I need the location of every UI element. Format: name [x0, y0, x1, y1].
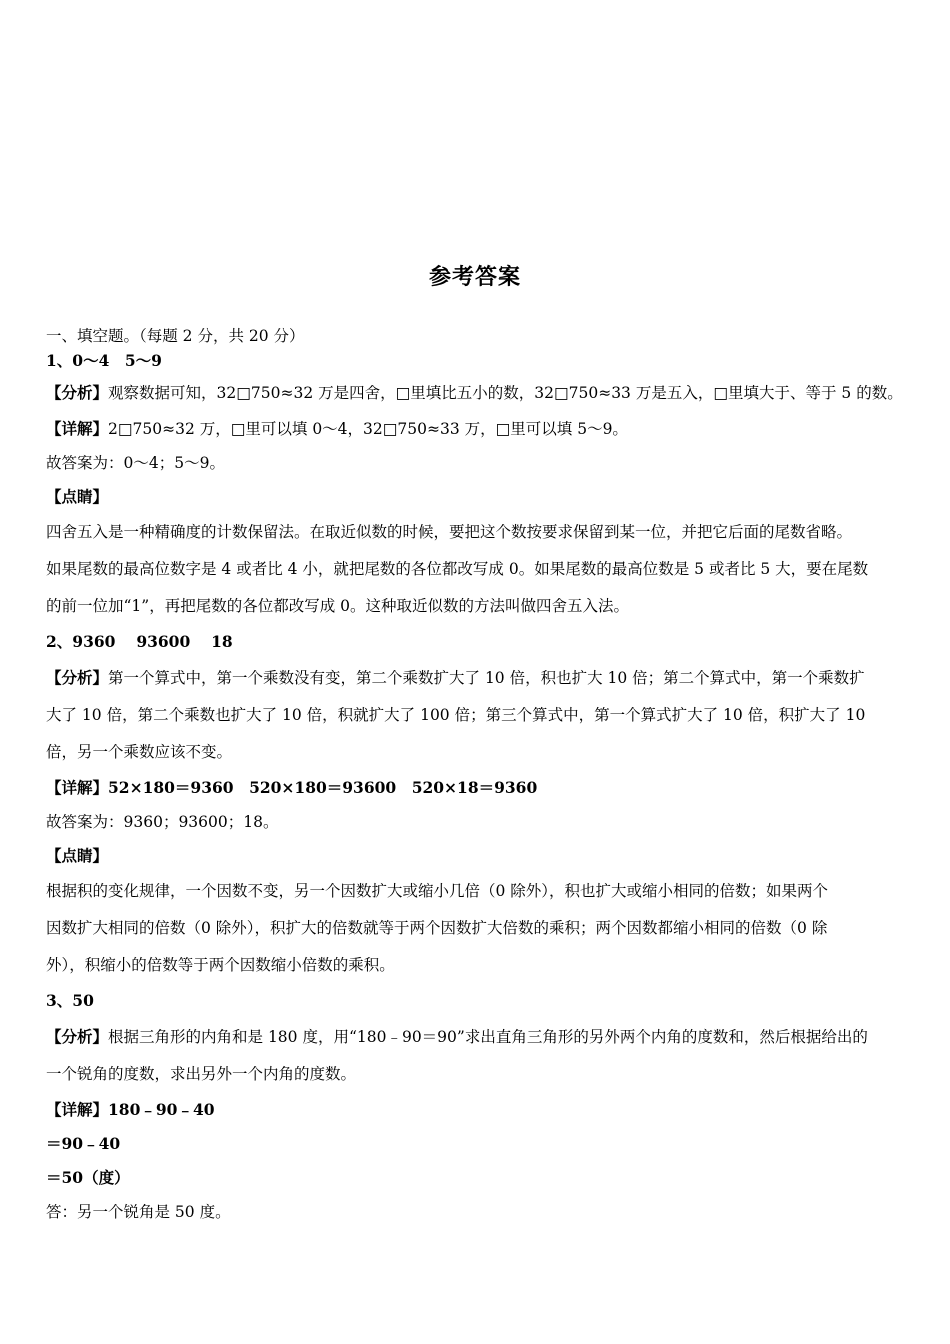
q3-analysis-tag: 【分析】	[46, 1027, 109, 1046]
q1-analysis-text: 观察数据可知，32□750≈32 万是四舍，□里填比五小的数，32□750≈33 万是五入，□里填大于、等于 5 的数。	[108, 384, 903, 402]
q1-analysis	[46, 374, 908, 412]
q2-analysis-line-1	[46, 659, 908, 697]
q2-tip-line-1: 根据积的变化规律，一个因数不变，另一个因数扩大或缩小几倍（0 除外），积也扩大或缩小相同的倍数；如果两个	[46, 882, 829, 900]
q3-answer: 3、50	[46, 991, 94, 1010]
q2-analysis-line-3: 倍，另一个乘数应该不变。	[46, 743, 233, 761]
q1-tip-line-2: 如果尾数的最高位数字是 4 或者比 4 小，就把尾数的各位都改写成 0。如果尾数的最高位数是 5 或者比 5 大，要在尾数	[46, 560, 869, 578]
q3-step-2: ＝50（度）	[46, 1168, 130, 1187]
q2-tip-line-2: 因数扩大相同的倍数（0 除外），积扩大的倍数就等于两个因数扩大倍数的乘积；两个因数都缩小相同的倍数（0 除	[46, 919, 828, 937]
q3-final-answer: 答：另一个锐角是 50 度。	[46, 1203, 231, 1221]
q1-tip-line-1: 四舍五入是一种精确度的计数保留法。在取近似数的时候，要把这个数按要求保留到某一位，并把它后面的尾数省略。	[46, 523, 853, 541]
q3-analysis-line-1	[46, 1018, 908, 1056]
answer-content	[46, 324, 908, 1229]
q2-detail-text: 52×180＝9360 520×180＝93600 520×18＝9360	[108, 778, 538, 797]
q1-tip-tag: 【点睛】	[46, 487, 109, 506]
q3-detail	[46, 1093, 908, 1127]
q2-answer: 2、9360 93600 18	[46, 632, 233, 651]
q3-analysis-text: 根据三角形的内角和是 180 度，用“180﹣90＝90”求出直角三角形的另外两个内角的度数和，然后根据给出的	[108, 1028, 868, 1046]
q3-detail-tag: 【详解】	[46, 1100, 109, 1119]
q1-analysis-tag: 【分析】	[46, 383, 109, 402]
q2-tip-tag: 【点睛】	[46, 846, 109, 865]
q2-analysis-line-2: 大了 10 倍，第二个乘数也扩大了 10 倍，积就扩大了 100 倍；第三个算式中，第一个算式扩大了 10 倍，积扩大了 10	[46, 706, 866, 724]
q1-answer: 1、0～4 5～9	[46, 351, 162, 370]
q1-tip-line-3: 的前一位加“1”，再把尾数的各位都改写成 0。这种取近似数的方法叫做四舍五入法。	[46, 597, 630, 615]
q2-detail-tag: 【详解】	[46, 778, 109, 797]
q2-detail	[46, 771, 908, 805]
q3-step-1: ＝90﹣40	[46, 1134, 121, 1153]
q1-detail	[46, 412, 908, 446]
page-title: 参考答案	[428, 264, 521, 290]
q3-analysis-line-2: 一个锐角的度数，求出另外一个内角的度数。	[46, 1065, 357, 1083]
q2-tip-line-3: 外），积缩小的倍数等于两个因数缩小倍数的乘积。	[46, 956, 395, 974]
q2-analysis-tag: 【分析】	[46, 668, 109, 687]
q1-detail-tag: 【详解】	[46, 419, 109, 438]
section-heading: 一、填空题。（每题 2 分，共 20 分）	[46, 327, 305, 345]
q2-analysis-text: 第一个算式中，第一个乘数没有变，第二个乘数扩大了 10 倍，积也扩大 10 倍；第二个算式中，第一个乘数扩	[108, 669, 865, 687]
q1-conclusion: 故答案为：0～4；5～9。	[46, 454, 225, 472]
q2-conclusion: 故答案为：9360；93600；18。	[46, 813, 279, 831]
q1-detail-text: 2□750≈32 万，□里可以填 0～4，32□750≈33 万，□里可以填 5～9。	[108, 420, 628, 438]
q3-detail-text: 180﹣90﹣40	[108, 1100, 215, 1119]
